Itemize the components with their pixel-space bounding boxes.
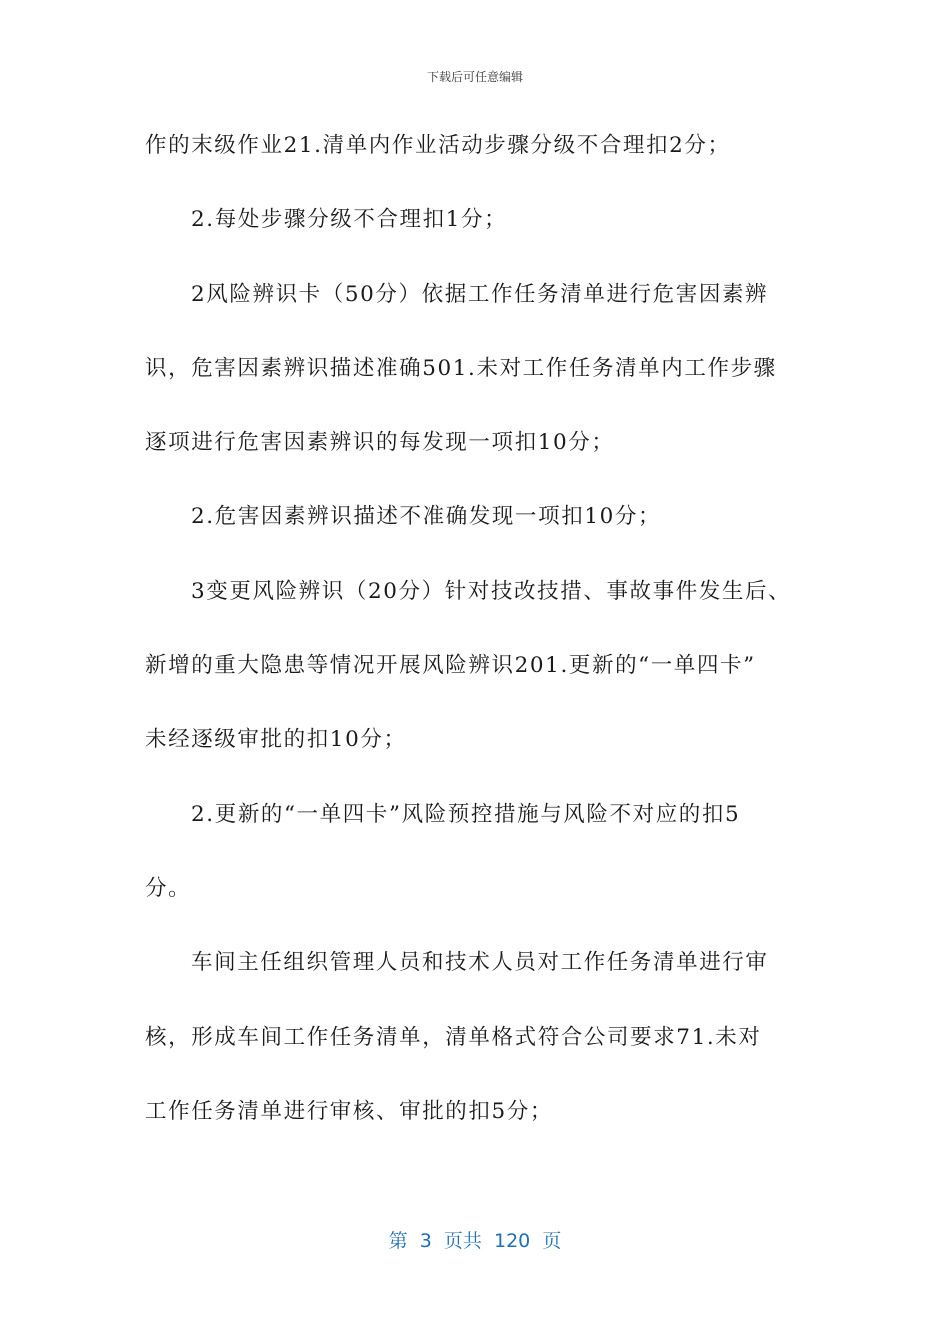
text-line: 核，形成车间工作任务清单，清单格式符合公司要求71.未对	[145, 1024, 762, 1050]
text-line: 2风险辨识卡（50分）依据工作任务清单进行危害因素辨	[191, 281, 769, 307]
page-footer: 第 3 页共 120 页	[388, 1230, 562, 1252]
page-header: 下载后可任意编辑	[426, 70, 523, 84]
text-line: 工作任务清单进行审核、审批的扣5分；	[145, 1098, 553, 1124]
text-line: 分。	[145, 875, 192, 901]
text-line: 未经逐级审批的扣10分；	[145, 727, 407, 753]
document-body	[145, 126, 810, 1166]
text-line: 作的末级作业21.清单内作业活动步骤分级不合理扣2分；	[145, 133, 731, 158]
text-line: 3变更风险辨识（20分）针对技改技措、事故事件发生后、	[191, 578, 792, 604]
text-line: 逐项进行危害因素辨识的每发现一项扣10分；	[145, 430, 615, 456]
text-line: 新增的重大隐患等情况开展风险辨识201.更新的“一单四卡”	[145, 653, 756, 679]
text-line: 2.每处步骤分级不合理扣1分；	[191, 207, 508, 233]
text-line: 2.危害因素辨识描述不准确发现一项扣10分；	[191, 504, 662, 530]
text-line: 车间主任组织管理人员和技术人员对工作任务清单进行审	[191, 950, 769, 976]
text-line: 2.更新的“一单四卡”风险预控措施与风险不对应的扣5	[191, 801, 741, 827]
text-line: 识，危害因素辨识描述准确501.未对工作任务清单内工作步骤	[145, 355, 777, 381]
